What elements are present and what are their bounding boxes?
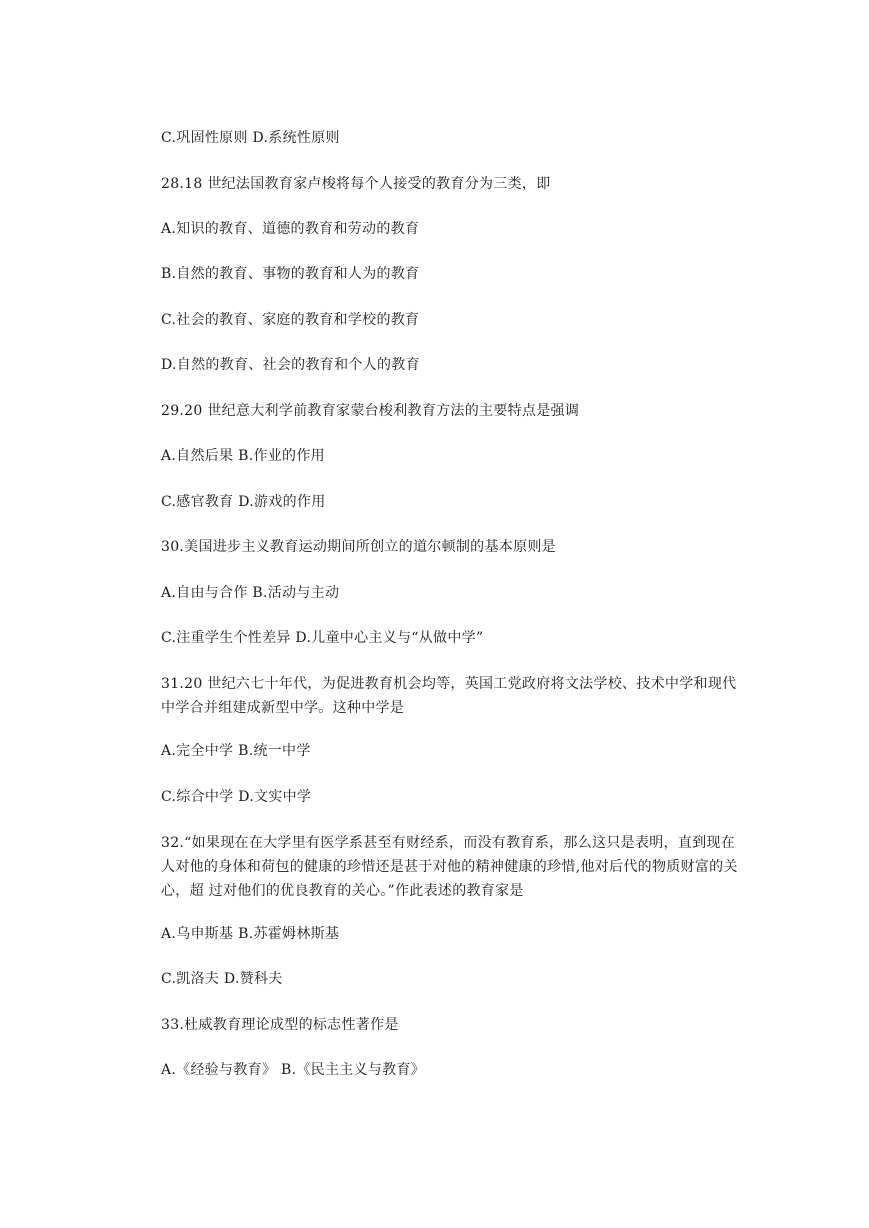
option-line: A.自然后果 B.作业的作用 <box>161 448 325 464</box>
question-28: 28.18 世纪法国教育家卢梭将每个人接受的教育分为三类，即 <box>161 176 551 192</box>
option-line: A.乌申斯基 B.苏霍姆林斯基 <box>161 926 340 942</box>
question-32: 32.“如果现在在大学里有医学系甚至有财经系，而没有教育系，那么这只是表明，直到现在人对他的身体和荷包的健康的珍惜还是甚于对他的精神健康的珍惜,他对后代的物质财富的关心，超 过对他们的优良教育的关心。”作此表述的教育家是 <box>161 835 738 899</box>
option-line: C.综合中学 D.文实中学 <box>161 789 312 805</box>
option-line: C.社会的教育、家庭的教育和学校的教育 <box>161 312 420 328</box>
question-29: 29.20 世纪意大利学前教育家蒙台梭利教育方法的主要特点是强调 <box>161 403 580 419</box>
option-line: D.自然的教育、社会的教育和个人的教育 <box>161 357 420 373</box>
question-30: 30.美国进步主义教育运动期间所创立的道尔顿制的基本原则是 <box>161 539 556 555</box>
option-line: C.凯洛夫 D.赞科夫 <box>161 971 283 987</box>
option-line: A.《经验与教育》 B.《民主主义与教育》 <box>161 1062 426 1078</box>
option-line: C.感官教育 D.游戏的作用 <box>161 494 326 510</box>
question-31: 31.20 世纪六七十年代，为促进教育机会均等，英国工党政府将文法学校、技术中学和现代中学合并组建成新型中学。这种中学是 <box>161 676 737 716</box>
question-33: 33.杜威教育理论成型的标志性著作是 <box>161 1017 399 1033</box>
option-line: A.知识的教育、道德的教育和劳动的教育 <box>161 221 420 237</box>
option-line: A.自由与合作 B.活动与主动 <box>161 585 340 601</box>
option-line: C.巩固性原则 D.系统性原则 <box>161 130 340 146</box>
option-line: A.完全中学 B.统一中学 <box>161 743 311 759</box>
option-line: B.自然的教育、事物的教育和人为的教育 <box>161 266 420 282</box>
option-line: C.注重学生个性差异 D.儿童中心主义与“从做中学” <box>161 630 484 646</box>
